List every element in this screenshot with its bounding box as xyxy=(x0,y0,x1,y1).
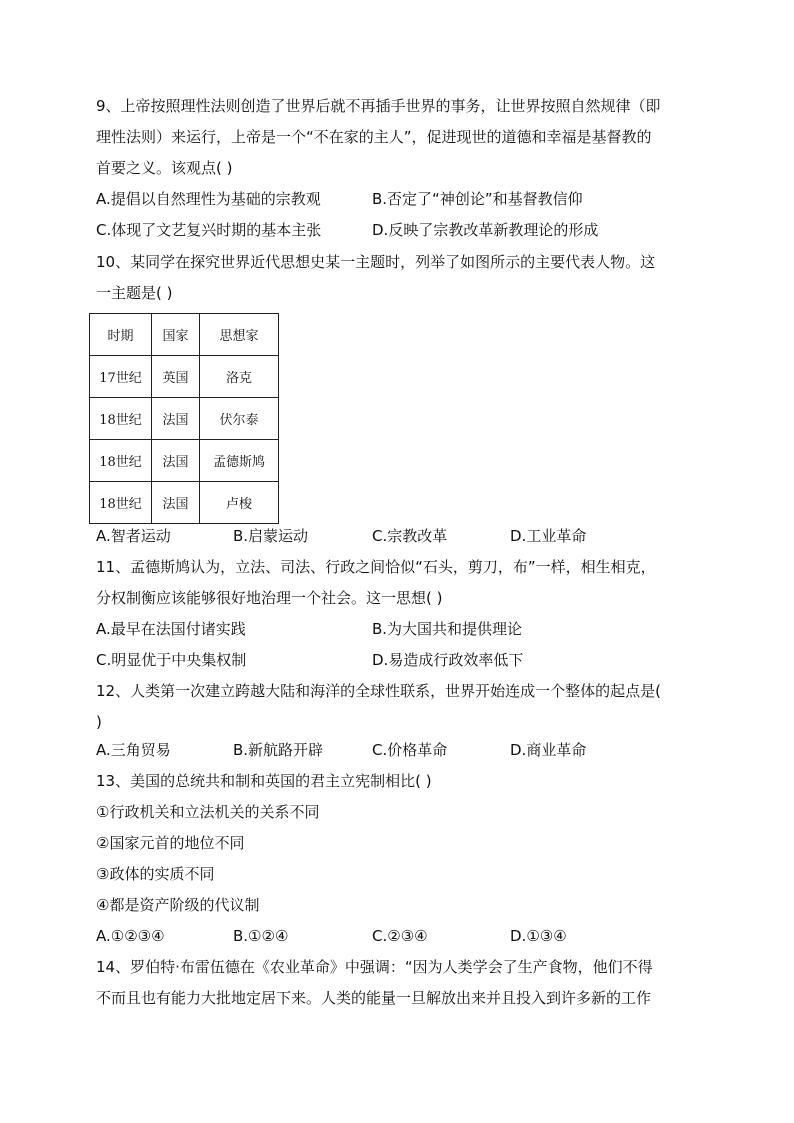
q10-stem-line-2: 一主题是( ) xyxy=(96,284,173,302)
cell-country: 英国 xyxy=(152,356,200,398)
q11-stem-line-2: 分权制衡应该能够很好地治理一个社会。这一思想( ) xyxy=(96,589,443,607)
q13-item-4: ④都是资产阶级的代议制 xyxy=(96,896,260,914)
table-header-row xyxy=(90,314,279,356)
cell-country: 法国 xyxy=(152,398,200,440)
cell-thinker: 卢梭 xyxy=(200,482,279,524)
q10-option-c: C.宗教改革 xyxy=(372,527,448,545)
q14-stem-line-1: 14、罗伯特·布雷伍德在《农业革命》中强调：“因为人类学会了生产食物，他们不得 xyxy=(96,958,653,976)
cell-thinker: 洛克 xyxy=(200,356,279,398)
q9-option-a: A.提倡以自然理性为基础的宗教观 xyxy=(96,190,321,208)
cell-period: 18世纪 xyxy=(90,482,152,524)
table-row xyxy=(90,398,279,440)
cell-period: 18世纪 xyxy=(90,440,152,482)
q13-option-a: A.①②③④ xyxy=(96,927,165,945)
q12-option-c: C.价格革命 xyxy=(372,741,448,759)
q13-option-d: D.①③④ xyxy=(510,927,567,945)
q13-item-1: ①行政机关和立法机关的关系不同 xyxy=(96,803,320,821)
q9-option-d: D.反映了宗教改革新教理论的形成 xyxy=(372,221,599,239)
q13-item-2: ②国家元首的地位不同 xyxy=(96,834,245,852)
q11-option-b: B.为大国共和提供理论 xyxy=(372,620,523,638)
q13-stem-line-1: 13、美国的总统共和制和英国的君主立宪制相比( ) xyxy=(96,772,432,790)
q13-option-b: B.①②④ xyxy=(233,927,289,945)
q11-option-d: D.易造成行政效率低下 xyxy=(372,651,524,669)
q10-option-b: B.启蒙运动 xyxy=(233,527,309,545)
q13-item-3: ③政体的实质不同 xyxy=(96,865,215,883)
q9-stem-line-3: 首要之义。该观点( ) xyxy=(96,159,233,177)
header-country: 国家 xyxy=(152,314,200,356)
q12-option-d: D.商业革命 xyxy=(510,741,587,759)
q12-option-b: B.新航路开辟 xyxy=(233,741,324,759)
table-row xyxy=(90,356,279,398)
q12-stem-line-1: 12、人类第一次建立跨越大陆和海洋的全球性联系，世界开始连成一个整体的起点是( xyxy=(96,682,661,700)
table-row xyxy=(90,440,279,482)
q14-stem-line-2: 不而且也有能力大批地定居下来。人类的能量一旦解放出来并且投入到许多新的工作 xyxy=(96,989,652,1007)
q9-option-c: C.体现了文艺复兴时期的基本主张 xyxy=(96,221,322,239)
q10-option-d: D.工业革命 xyxy=(510,527,587,545)
q11-option-c: C.明显优于中央集权制 xyxy=(96,651,247,669)
cell-period: 17世纪 xyxy=(90,356,152,398)
q11-stem-line-1: 11、孟德斯鸠认为，立法、司法、行政之间恰似“石头，剪刀，布”一样，相生相克， xyxy=(96,558,656,576)
thinkers-table xyxy=(89,313,279,524)
q9-option-b: B.否定了“神创论”和基督教信仰 xyxy=(372,190,583,208)
q12-stem-line-2: ) xyxy=(96,713,102,731)
cell-thinker: 孟德斯鸠 xyxy=(200,440,279,482)
q9-stem-line-1: 9、上帝按照理性法则创造了世界后就不再插手世界的事务，让世界按照自然规律（即 xyxy=(96,97,661,115)
cell-period: 18世纪 xyxy=(90,398,152,440)
q10-stem-line-1: 10、某同学在探究世界近代思想史某一主题时，列举了如图所示的主要代表人物。这 xyxy=(96,253,656,271)
cell-country: 法国 xyxy=(152,440,200,482)
q9-stem-line-2: 理性法则）来运行，上帝是一个“不在家的主人”，促进现世的道德和幸福是基督教的 xyxy=(96,128,652,146)
cell-thinker: 伏尔泰 xyxy=(200,398,279,440)
q11-option-a: A.最早在法国付诸实践 xyxy=(96,620,246,638)
header-period: 时期 xyxy=(90,314,152,356)
cell-country: 法国 xyxy=(152,482,200,524)
q12-option-a: A.三角贸易 xyxy=(96,741,171,759)
table-row xyxy=(90,482,279,524)
header-thinker: 思想家 xyxy=(200,314,279,356)
q10-option-a: A.智者运动 xyxy=(96,527,171,545)
q13-option-c: C.②③④ xyxy=(372,927,428,945)
